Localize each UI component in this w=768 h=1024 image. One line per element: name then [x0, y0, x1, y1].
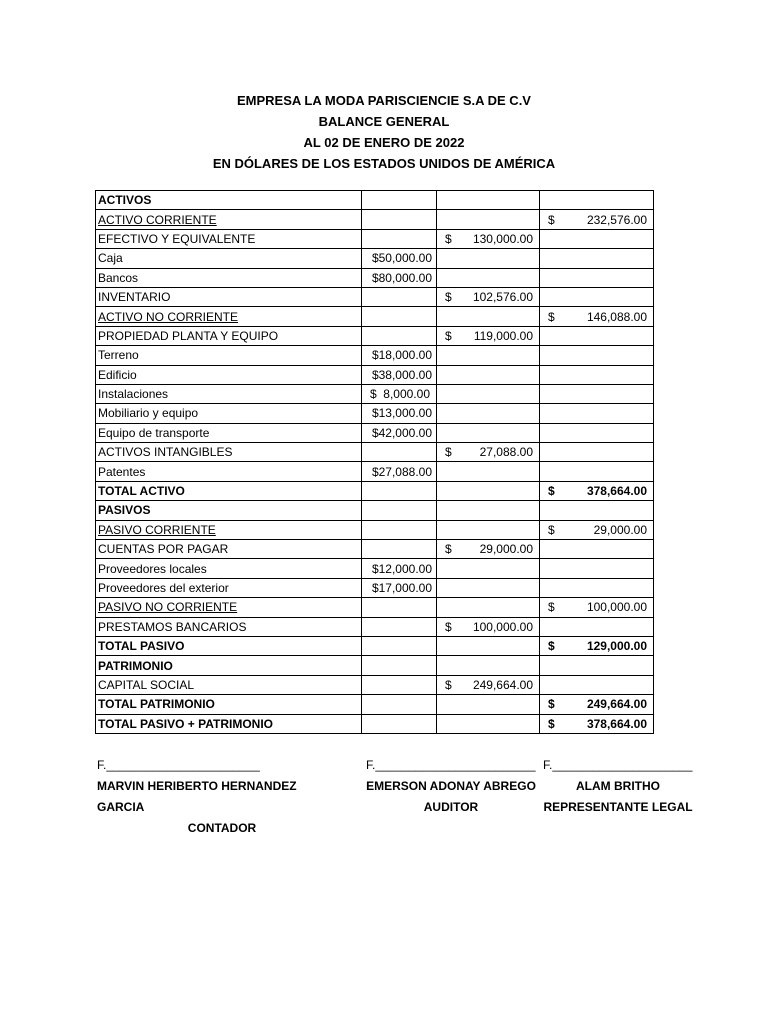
amount-cell-c3: [437, 578, 540, 597]
amount-cell-c3: [437, 695, 540, 714]
amount-value: 8,000.00: [383, 387, 430, 402]
signer-role: AUDITOR: [423, 800, 479, 814]
account-label: PASIVO NO CORRIENTE: [96, 598, 362, 617]
amount-cell-c2: $50,000.00: [362, 249, 437, 268]
currency-symbol: $: [445, 619, 452, 634]
amount-cell-c3: [437, 287, 540, 306]
signature-line: F.________________________: [366, 758, 536, 772]
table-row: [96, 268, 654, 287]
currency-symbol: $: [548, 212, 555, 227]
amount-cell-c2: $13,000.00: [362, 404, 437, 423]
amount-cell-c3: [437, 268, 540, 287]
amount-cell-c2: [362, 384, 437, 403]
amount-cell-c4: [540, 714, 654, 733]
amount-cell-c4: [540, 481, 654, 500]
table-row: [96, 229, 654, 248]
account-label: Proveedores del exterior: [96, 578, 362, 597]
amount-cell-c4: [540, 423, 654, 442]
report-title: BALANCE GENERAL: [318, 114, 450, 129]
amount-value: 249,664.00: [586, 697, 647, 712]
signature-contador: [97, 755, 347, 839]
table-row: [96, 617, 654, 636]
amount-cell-c3: [437, 636, 540, 655]
table-row: [96, 598, 654, 617]
account-label: EFECTIVO Y EQUIVALENTE: [96, 229, 362, 248]
account-label: TOTAL ACTIVO: [96, 481, 362, 500]
account-label: TOTAL PASIVO + PATRIMONIO: [96, 714, 362, 733]
account-label: ACTIVOS INTANGIBLES: [96, 443, 362, 462]
account-label: CUENTAS POR PAGAR: [96, 540, 362, 559]
amount-cell-c4: [540, 404, 654, 423]
amount-value: 129,000.00: [586, 639, 647, 654]
currency-note: EN DÓLARES DE LOS ESTADOS UNIDOS DE AMÉRICA: [212, 156, 556, 171]
amount-cell-c4: [540, 287, 654, 306]
table-row: [96, 443, 654, 462]
table-row: [96, 714, 654, 733]
currency-symbol: $: [445, 328, 452, 343]
table-row: [96, 695, 654, 714]
amount-cell-c2: [362, 191, 437, 210]
account-label: PATRIMONIO: [96, 656, 362, 675]
table-row: [96, 307, 654, 326]
table-row: [96, 249, 654, 268]
amount-cell-c3: [437, 598, 540, 617]
amount-cell-c2: [362, 714, 437, 733]
account-label: Terreno: [96, 346, 362, 365]
account-label: Mobiliario y equipo: [96, 404, 362, 423]
amount-value: 146,088.00: [586, 309, 647, 324]
currency-symbol: $: [445, 542, 452, 557]
amount-cell-c3: [437, 501, 540, 520]
amount-value: 29,000.00: [593, 522, 647, 537]
amount-cell-c3: [437, 423, 540, 442]
amount-cell-c4: [540, 346, 654, 365]
account-label: PROPIEDAD PLANTA Y EQUIPO: [96, 326, 362, 345]
amount-cell-c2: [362, 326, 437, 345]
amount-cell-c4: [540, 384, 654, 403]
document-header: [0, 90, 768, 174]
table-row: [96, 656, 654, 675]
currency-symbol: $: [445, 231, 452, 246]
amount-cell-c2: $38,000.00: [362, 365, 437, 384]
amount-cell-c4: [540, 520, 654, 539]
account-label: PASIVOS: [96, 501, 362, 520]
signer-name: ALAM BRITHO: [576, 779, 660, 793]
amount-cell-c4: [540, 578, 654, 597]
account-label: ACTIVOS: [96, 191, 362, 210]
report-date: AL 02 DE ENERO DE 2022: [303, 135, 465, 150]
amount-cell-c4: [540, 210, 654, 229]
amount-cell-c2: [362, 695, 437, 714]
account-label: Edificio: [96, 365, 362, 384]
amount-cell-c2: [362, 540, 437, 559]
amount-cell-c2: [362, 229, 437, 248]
account-label: PASIVO CORRIENTE: [96, 520, 362, 539]
amount-cell-c4: [540, 443, 654, 462]
amount-cell-c4: [540, 501, 654, 520]
amount-cell-c3: [437, 229, 540, 248]
amount-cell-c3: [437, 462, 540, 481]
table-row: [96, 404, 654, 423]
table-row: [96, 501, 654, 520]
amount-cell-c3: [437, 326, 540, 345]
table-row: [96, 675, 654, 694]
table-row: [96, 191, 654, 210]
table-row: [96, 636, 654, 655]
table-row: [96, 578, 654, 597]
amount-cell-c3: [437, 365, 540, 384]
amount-cell-c2: $42,000.00: [362, 423, 437, 442]
amount-value: 100,000.00: [586, 600, 647, 615]
amount-cell-c4: [540, 268, 654, 287]
amount-cell-c2: [362, 617, 437, 636]
currency-symbol: $: [370, 387, 377, 402]
amount-cell-c4: [540, 598, 654, 617]
account-label: Patentes: [96, 462, 362, 481]
account-label: Bancos: [96, 268, 362, 287]
table-row: [96, 326, 654, 345]
amount-cell-c2: [362, 520, 437, 539]
amount-cell-c3: [437, 520, 540, 539]
amount-cell-c4: [540, 462, 654, 481]
table-row: [96, 559, 654, 578]
amount-cell-c4: [540, 249, 654, 268]
amount-cell-c2: [362, 481, 437, 500]
amount-cell-c3: [437, 443, 540, 462]
amount-cell-c2: $27,088.00: [362, 462, 437, 481]
amount-cell-c3: [437, 675, 540, 694]
account-label: Caja: [96, 249, 362, 268]
currency-symbol: $: [548, 309, 555, 324]
signature-representante: [543, 755, 693, 818]
amount-cell-c3: [437, 540, 540, 559]
amount-cell-c3: [437, 656, 540, 675]
account-label: Instalaciones: [96, 384, 362, 403]
signature-auditor: [366, 755, 536, 818]
account-label: TOTAL PASIVO: [96, 636, 362, 655]
amount-cell-c4: [540, 617, 654, 636]
account-label: ACTIVO CORRIENTE: [96, 210, 362, 229]
signer-role: CONTADOR: [187, 821, 257, 835]
account-label: TOTAL PATRIMONIO: [96, 695, 362, 714]
table-row: [96, 462, 654, 481]
table-row: [96, 481, 654, 500]
amount-cell-c2: [362, 598, 437, 617]
amount-cell-c3: [437, 617, 540, 636]
amount-cell-c2: [362, 443, 437, 462]
amount-cell-c3: [437, 559, 540, 578]
amount-cell-c4: [540, 229, 654, 248]
amount-value: 29,000.00: [479, 542, 533, 557]
amount-cell-c2: $18,000.00: [362, 346, 437, 365]
amount-cell-c2: $80,000.00: [362, 268, 437, 287]
amount-cell-c2: [362, 636, 437, 655]
amount-value: 378,664.00: [586, 484, 647, 499]
amount-cell-c4: [540, 656, 654, 675]
currency-symbol: $: [548, 522, 555, 537]
amount-cell-c4: [540, 559, 654, 578]
signature-line: F._____________________: [543, 758, 693, 772]
amount-cell-c4: [540, 307, 654, 326]
amount-cell-c2: [362, 210, 437, 229]
amount-cell-c3: [437, 191, 540, 210]
amount-cell-c2: [362, 287, 437, 306]
currency-symbol: $: [548, 697, 555, 712]
balance-sheet-table: [95, 190, 654, 734]
amount-cell-c2: [362, 501, 437, 520]
amount-cell-c3: [437, 249, 540, 268]
currency-symbol: $: [445, 290, 452, 305]
signature-line: F._______________________: [97, 758, 260, 772]
signer-role: REPRESENTANTE LEGAL: [543, 800, 693, 814]
account-label: CAPITAL SOCIAL: [96, 675, 362, 694]
amount-value: 378,664.00: [586, 716, 647, 731]
amount-value: 130,000.00: [472, 231, 533, 246]
amount-cell-c3: [437, 307, 540, 326]
amount-cell-c2: [362, 675, 437, 694]
table-row: [96, 540, 654, 559]
amount-cell-c2: $17,000.00: [362, 578, 437, 597]
signer-name: EMERSON ADONAY ABREGO: [366, 779, 536, 793]
company-name: EMPRESA LA MODA PARISCIENCIE S.A DE C.V: [237, 93, 531, 108]
amount-cell-c2: $12,000.00: [362, 559, 437, 578]
signer-name: MARVIN HERIBERTO HERNANDEZ GARCIA: [97, 779, 297, 814]
currency-symbol: $: [445, 445, 452, 460]
amount-cell-c4: [540, 540, 654, 559]
amount-cell-c3: [437, 210, 540, 229]
table-row: [96, 287, 654, 306]
amount-cell-c4: [540, 675, 654, 694]
amount-cell-c2: [362, 656, 437, 675]
account-label: Equipo de transporte: [96, 423, 362, 442]
currency-symbol: $: [548, 484, 555, 499]
table-row: [96, 346, 654, 365]
account-label: ACTIVO NO CORRIENTE: [96, 307, 362, 326]
amount-value: 102,576.00: [472, 290, 533, 305]
amount-cell-c3: [437, 481, 540, 500]
amount-value: 27,088.00: [479, 445, 533, 460]
currency-symbol: $: [548, 600, 555, 615]
table-row: [96, 520, 654, 539]
amount-value: 119,000.00: [473, 328, 533, 343]
amount-cell-c4: [540, 636, 654, 655]
amount-value: 232,576.00: [586, 212, 647, 227]
amount-cell-c3: [437, 714, 540, 733]
amount-cell-c3: [437, 404, 540, 423]
currency-symbol: $: [548, 716, 555, 731]
amount-value: 100,000.00: [472, 619, 533, 634]
table-row: [96, 365, 654, 384]
account-label: PRESTAMOS BANCARIOS: [96, 617, 362, 636]
table-row: [96, 423, 654, 442]
amount-cell-c4: [540, 191, 654, 210]
amount-cell-c4: [540, 695, 654, 714]
amount-cell-c4: [540, 365, 654, 384]
amount-value: 249,664.00: [472, 677, 533, 692]
table-row: [96, 384, 654, 403]
currency-symbol: $: [445, 677, 452, 692]
currency-symbol: $: [548, 639, 555, 654]
account-label: Proveedores locales: [96, 559, 362, 578]
amount-cell-c3: [437, 384, 540, 403]
amount-cell-c3: [437, 346, 540, 365]
amount-cell-c4: [540, 326, 654, 345]
amount-cell-c2: [362, 307, 437, 326]
account-label: INVENTARIO: [96, 287, 362, 306]
table-row: [96, 210, 654, 229]
